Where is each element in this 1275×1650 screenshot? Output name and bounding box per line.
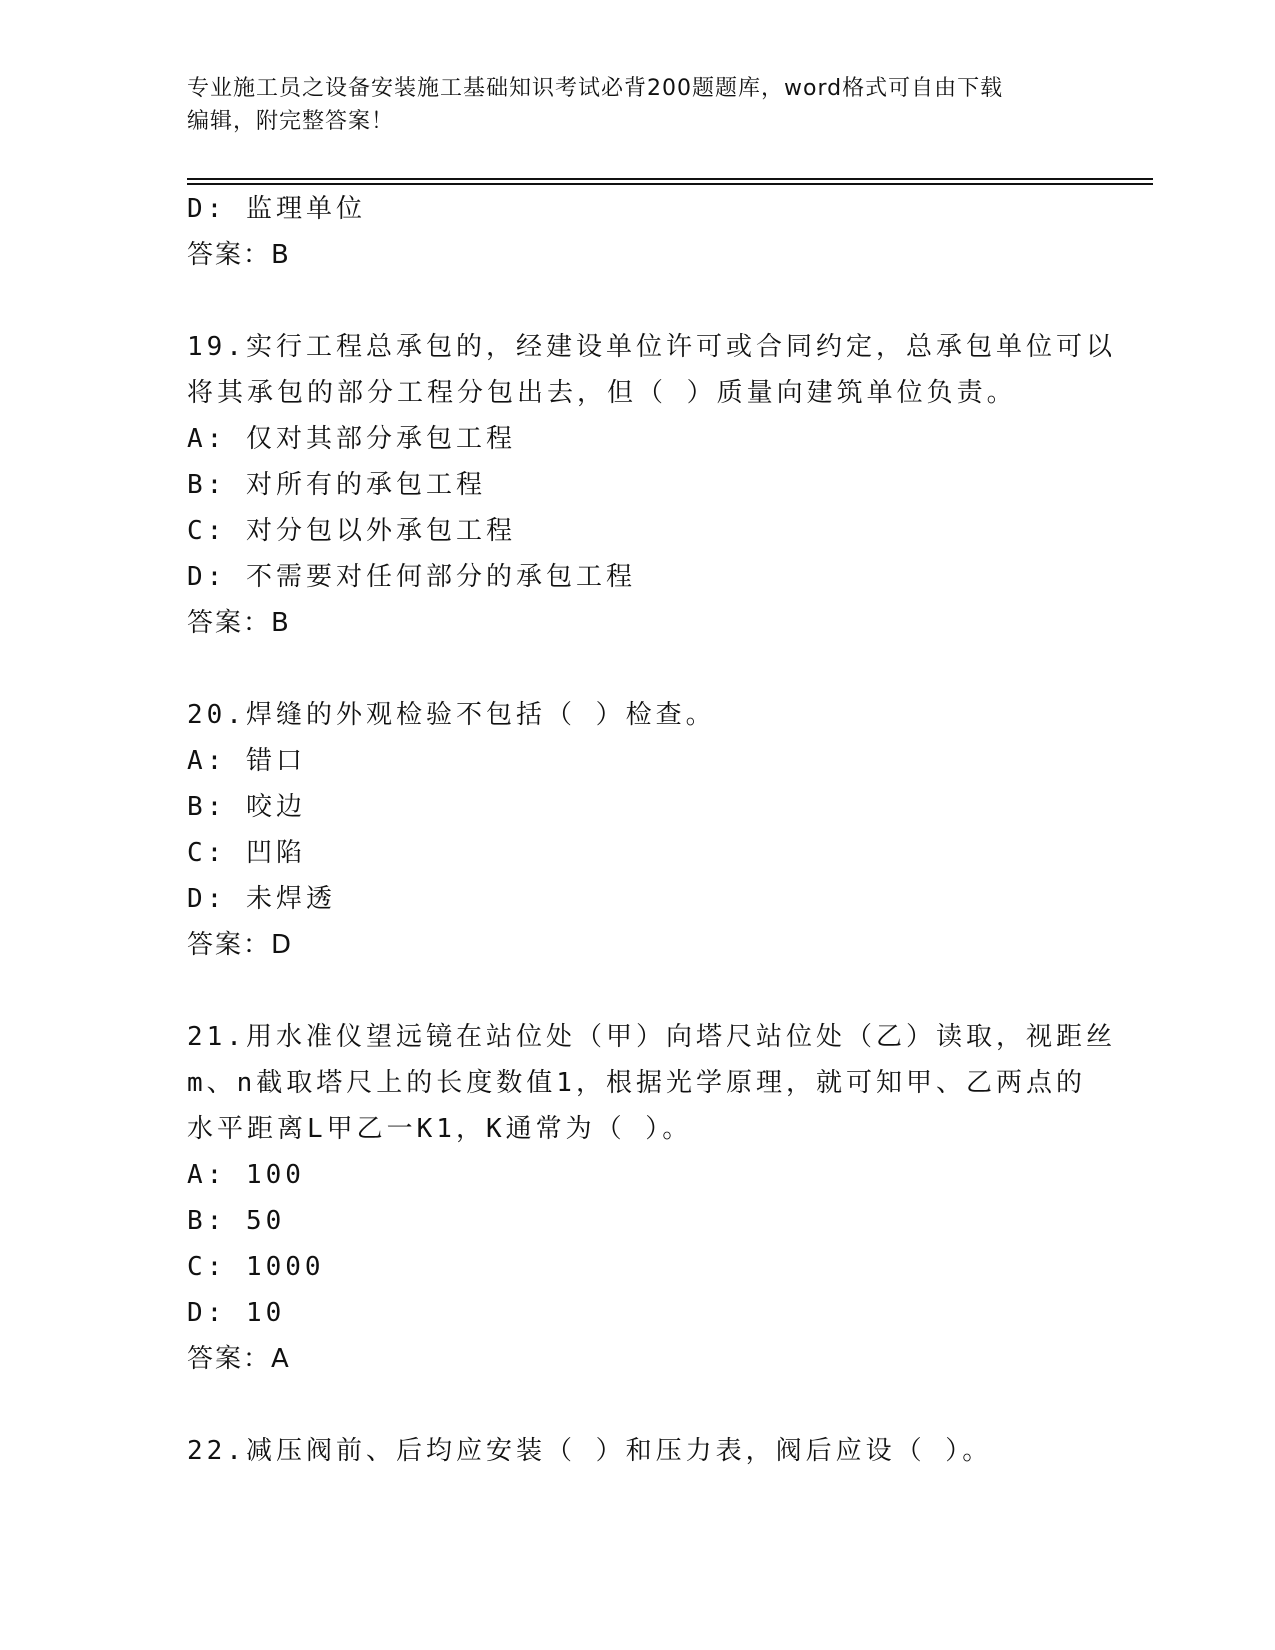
document-header bbox=[187, 72, 1087, 138]
option-a: A: 100 bbox=[187, 1160, 305, 1190]
header-title-line-1: 专业施工员之设备安装施工基础知识考试必背200题题库，word格式可自由下载 bbox=[187, 76, 1004, 101]
question-text-line: 20.焊缝的外观检验不包括（ ）检查。 bbox=[187, 700, 716, 730]
option-b: B: 咬边 bbox=[187, 792, 306, 822]
header-divider-bottom bbox=[187, 183, 1153, 185]
option-a: A: 错口 bbox=[187, 746, 306, 776]
question-22 bbox=[187, 1428, 1117, 1474]
question-text-line: m、n截取塔尺上的长度数值1，根据光学原理，就可知甲、乙两点的 bbox=[187, 1068, 1086, 1098]
question-19 bbox=[187, 324, 1117, 646]
answer-label: 答案：B bbox=[187, 240, 291, 270]
option-d: D: 不需要对任何部分的承包工程 bbox=[187, 562, 636, 592]
header-divider-top bbox=[187, 178, 1153, 180]
option-d: D: 未焊透 bbox=[187, 884, 336, 914]
option-d: D: 监理单位 bbox=[187, 194, 366, 224]
option-a: A: 仅对其部分承包工程 bbox=[187, 424, 516, 454]
option-b: B: 对所有的承包工程 bbox=[187, 470, 486, 500]
answer-label: 答案：B bbox=[187, 608, 291, 638]
option-c: C: 1000 bbox=[187, 1252, 325, 1282]
option-c: C: 凹陷 bbox=[187, 838, 306, 868]
header-title-line-2: 编辑，附完整答案！ bbox=[187, 109, 395, 134]
answer-label: 答案：D bbox=[187, 930, 294, 960]
option-c: C: 对分包以外承包工程 bbox=[187, 516, 516, 546]
question-text-line: 19.实行工程总承包的，经建设单位许可或合同约定，总承包单位可以 bbox=[187, 332, 1116, 362]
option-d: D: 10 bbox=[187, 1298, 286, 1328]
answer-label: 答案：A bbox=[187, 1344, 291, 1374]
question-20 bbox=[187, 692, 1117, 968]
question-text-line: 水平距离L甲乙一K1，K通常为（ ）。 bbox=[187, 1114, 693, 1144]
question-text-line: 将其承包的部分工程分包出去，但（ ）质量向建筑单位负责。 bbox=[187, 378, 1017, 408]
question-list bbox=[187, 186, 1117, 1474]
question-text-line: 22.减压阀前、后均应安装（ ）和压力表，阀后应设（ ）。 bbox=[187, 1436, 993, 1466]
question-text-line: 21.用水准仪望远镜在站位处（甲）向塔尺站位处（乙）读取，视距丝 bbox=[187, 1022, 1116, 1052]
question-21 bbox=[187, 1014, 1117, 1382]
option-b: B: 50 bbox=[187, 1206, 286, 1236]
